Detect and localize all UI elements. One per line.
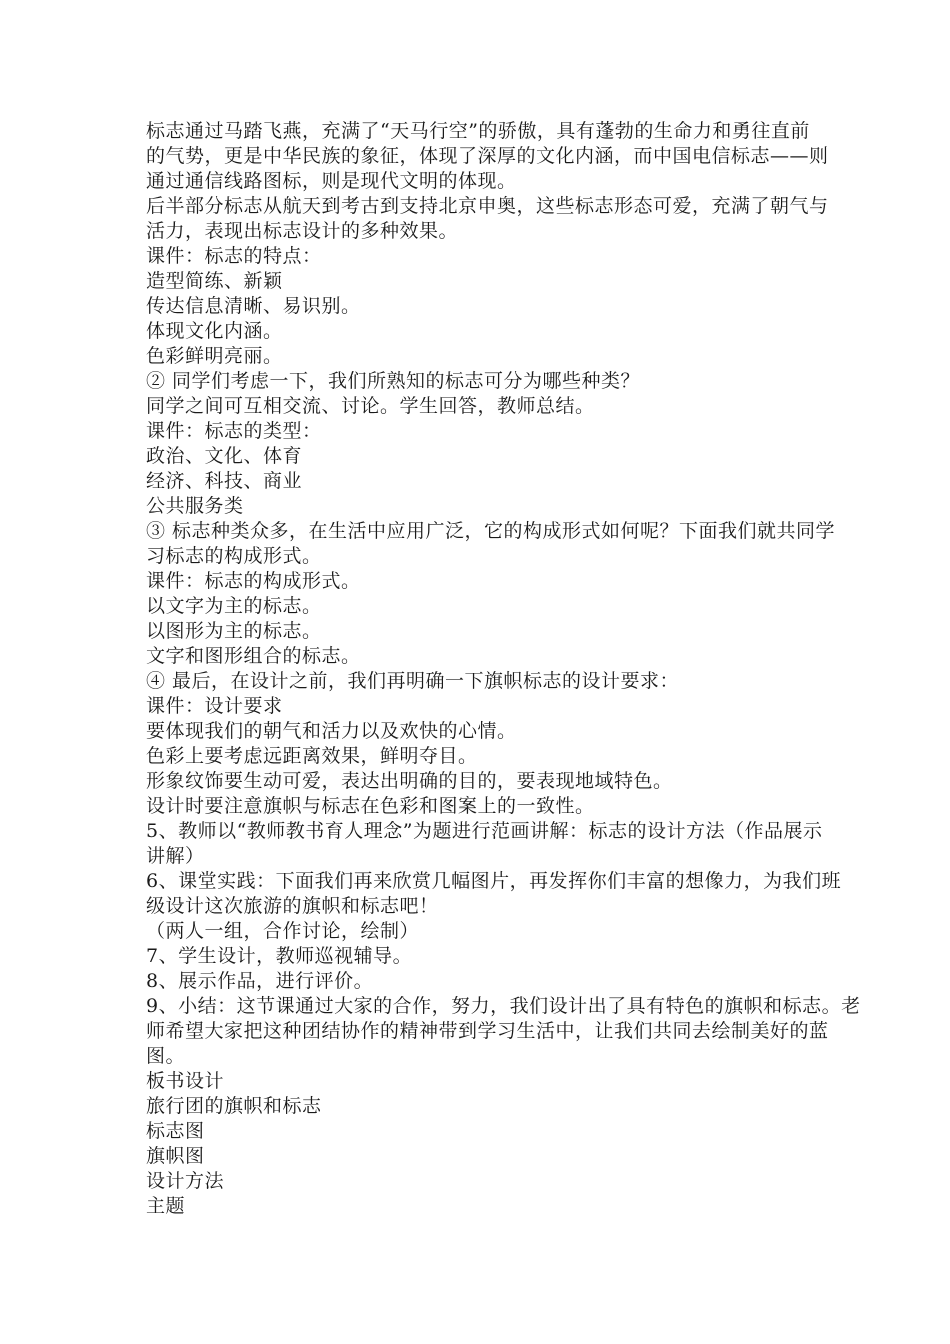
text-line: 设计时要注意旗帜与标志在色彩和图案上的一致性。 — [146, 795, 595, 817]
text-line: 经济、科技、商业 — [146, 470, 303, 492]
text-line: 后半部分标志从航天到考古到支持北京申奥，这些标志形态可爱，充满了朝气与 — [146, 195, 829, 217]
text-line: 5、教师以“教师教书育人理念”为题进行范画讲解：标志的设计方法（作品展示 — [146, 820, 823, 842]
text-line: ④ 最后，在设计之前，我们再明确一下旗帜标志的设计要求： — [146, 670, 680, 692]
text-line: 标志通过马踏飞燕，充满了“天马行空”的骄傲，具有蓬勃的生命力和勇往直前 — [146, 120, 810, 142]
text-line: 级设计这次旅游的旗帜和标志吧！ — [146, 895, 439, 917]
text-line: 要体现我们的朝气和活力以及欢快的心情。 — [146, 720, 517, 742]
text-line: 政治、文化、体育 — [146, 445, 303, 467]
text-line: 以图形为主的标志。 — [146, 620, 322, 642]
text-line: 课件：标志的特点： — [146, 245, 322, 267]
text-line: 造型简练、新颖 — [146, 270, 283, 292]
text-line: ③ 标志种类众多，在生活中应用广泛，它的构成形式如何呢？下面我们就共同学 — [146, 520, 836, 542]
text-line: 课件：设计要求 — [146, 695, 283, 717]
text-line: 习标志的构成形式。 — [146, 545, 322, 567]
text-line: 设计方法 — [146, 1170, 225, 1192]
text-line: 形象纹饰要生动可爱，表达出明确的目的，要表现地域特色。 — [146, 770, 673, 792]
text-line: 7、学生设计，教师巡视辅导。 — [146, 945, 413, 967]
text-line: 传达信息清晰、易识别。 — [146, 295, 361, 317]
text-line: 色彩鲜明亮丽。 — [146, 345, 283, 367]
text-line: 色彩上要考虑远距离效果，鲜明夺目。 — [146, 745, 478, 767]
text-line: 课件：标志的类型： — [146, 420, 322, 442]
text-line: 体现文化内涵。 — [146, 320, 283, 342]
text-line: 文字和图形组合的标志。 — [146, 645, 361, 667]
text-line: 的气势，更是中华民族的象征，体现了深厚的文化内涵，而中国电信标志——则 — [146, 145, 829, 167]
text-line: （两人一组，合作讨论，绘制） — [146, 920, 420, 942]
text-line: 旅行团的旗帜和标志 — [146, 1095, 322, 1117]
text-line: 通过通信线路图标，则是现代文明的体现。 — [146, 170, 517, 192]
text-line: 8、展示作品，进行评价。 — [146, 970, 374, 992]
text-line: 图。 — [146, 1045, 186, 1067]
text-line: 活力，表现出标志设计的多种效果。 — [146, 220, 459, 242]
text-line: 旗帜图 — [146, 1145, 205, 1167]
text-line: 同学之间可互相交流、讨论。学生回答，教师总结。 — [146, 395, 595, 417]
text-line: 师希望大家把这种团结协作的精神带到学习生活中，让我们共同去绘制美好的蓝 — [146, 1020, 829, 1042]
text-line: 以文字为主的标志。 — [146, 595, 322, 617]
text-line: ② 同学们考虑一下，我们所熟知的标志可分为哪些种类？ — [146, 370, 641, 392]
text-line: 课件：标志的构成形式。 — [146, 570, 361, 592]
text-line: 9、小结：这节课通过大家的合作，努力，我们设计出了具有特色的旗帜和标志。老 — [146, 995, 861, 1017]
text-line: 讲解） — [146, 845, 205, 867]
text-line: 标志图 — [146, 1120, 205, 1142]
text-line: 板书设计 — [146, 1070, 225, 1092]
text-line: 公共服务类 — [146, 495, 244, 517]
text-line: 6、课堂实践：下面我们再来欣赏几幅图片，再发挥你们丰富的想像力，为我们班 — [146, 870, 842, 892]
text-line: 主题 — [146, 1195, 186, 1217]
